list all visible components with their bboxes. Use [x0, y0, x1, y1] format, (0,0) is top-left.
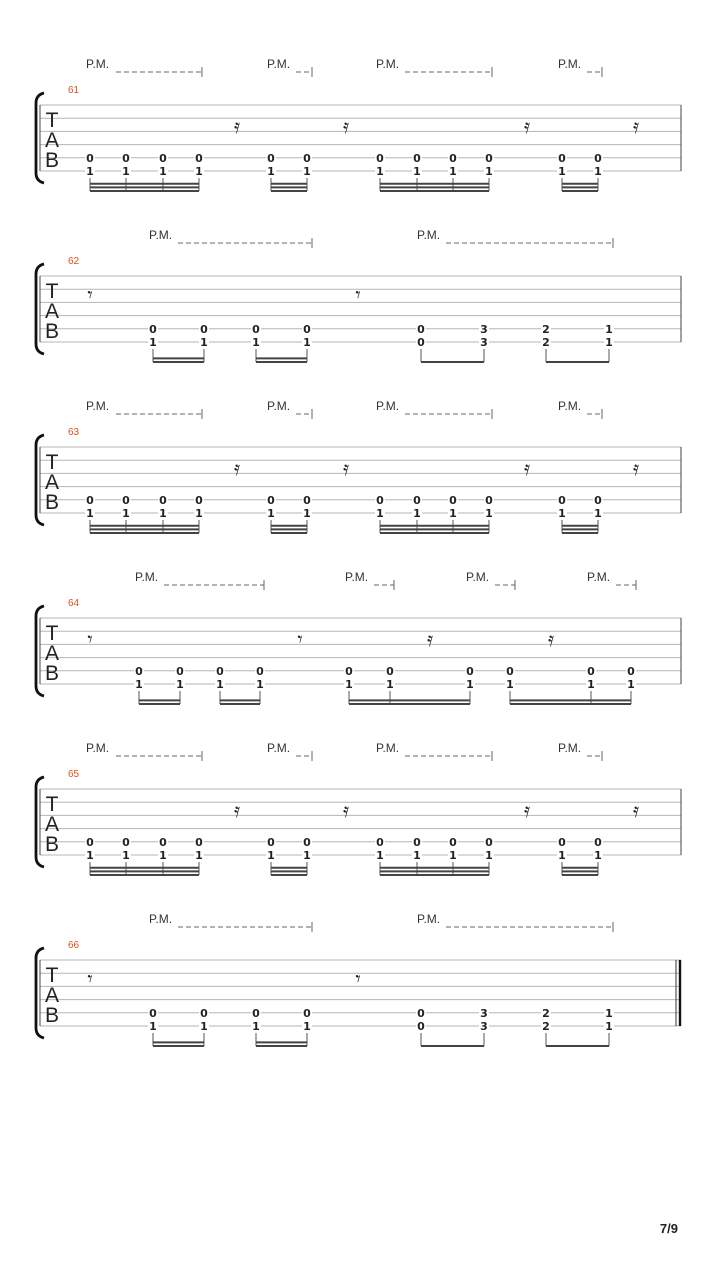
fret-number: 0 [303, 322, 311, 336]
fret-number: 1 [386, 678, 394, 691]
fret-number: 2 [542, 336, 550, 349]
sixteenth-rest: 𝄿 [426, 627, 434, 652]
tab-clef-letter: B [44, 320, 60, 343]
fret-number: 1 [303, 336, 311, 349]
tab-chord [148, 323, 158, 362]
fret-number: 0 [449, 151, 457, 165]
fret-number: 1 [267, 507, 275, 520]
tab-clef-letter: T [45, 451, 59, 474]
fret-number: 1 [86, 165, 94, 178]
tab-chord [266, 836, 276, 875]
fret-number: 1 [594, 165, 602, 178]
fret-number: 1 [605, 1020, 613, 1033]
fret-number: 0 [449, 835, 457, 849]
palm-mute-indication [376, 741, 492, 761]
palm-mute-label: P.M. [417, 228, 441, 242]
tab-system [36, 912, 681, 1046]
tab-clef-letter: T [45, 964, 59, 987]
tab-chord [385, 665, 395, 704]
palm-mute-indication [417, 228, 613, 248]
palm-mute-label: P.M. [267, 57, 291, 71]
bar-number: 64 [68, 598, 80, 609]
fret-number: 0 [195, 151, 203, 165]
palm-mute-indication [417, 912, 613, 932]
fret-number: 0 [449, 493, 457, 507]
palm-mute-label: P.M. [267, 741, 291, 755]
eighth-rest: 𝄾 [87, 966, 93, 991]
palm-mute-label: P.M. [558, 399, 582, 413]
eighth-rest: 𝄾 [87, 627, 93, 652]
fret-number: 1 [122, 507, 130, 520]
fret-number: 1 [485, 165, 493, 178]
tab-clef-letter: A [44, 984, 60, 1007]
bar-number: 66 [68, 940, 80, 951]
tab-chord [448, 152, 458, 191]
fret-number: 1 [376, 165, 384, 178]
fret-number: 1 [135, 678, 143, 691]
tab-chord [85, 836, 95, 875]
fret-number: 1 [267, 849, 275, 862]
eighth-rest: 𝄾 [355, 282, 361, 307]
eighth-rest: 𝄾 [297, 627, 303, 652]
fret-number: 1 [200, 1020, 208, 1033]
tab-chord [593, 494, 603, 533]
tab-clef-letter: T [45, 109, 59, 132]
palm-mute-indication [86, 741, 202, 761]
fret-number: 1 [413, 849, 421, 862]
tab-clef-letter: B [44, 491, 60, 514]
page-number: 7/9 [659, 1221, 678, 1236]
fret-number: 0 [216, 664, 224, 678]
tab-chord [375, 836, 385, 875]
palm-mute-label: P.M. [86, 741, 110, 755]
fret-number: 1 [594, 507, 602, 520]
fret-number: 2 [542, 322, 550, 336]
tab-chord [586, 665, 596, 704]
fret-number: 0 [594, 493, 602, 507]
tab-clef-letter: A [44, 813, 60, 836]
fret-number: 1 [303, 507, 311, 520]
tab-system [36, 570, 681, 704]
fret-number: 0 [149, 322, 157, 336]
tab-chord [593, 152, 603, 191]
tab-chord [251, 323, 261, 362]
tab-clef-letter: A [44, 471, 60, 494]
tab-system [36, 228, 681, 362]
fret-number: 0 [417, 1006, 425, 1020]
fret-number: 0 [485, 835, 493, 849]
tab-chord [194, 152, 204, 191]
fret-number: 0 [195, 835, 203, 849]
tab-chord [255, 665, 265, 704]
tab-chord [484, 152, 494, 191]
fret-number: 0 [86, 151, 94, 165]
tab-clef-letter: A [44, 642, 60, 665]
fret-number: 0 [303, 493, 311, 507]
sixteenth-rest: 𝄿 [523, 114, 531, 139]
fret-number: 1 [159, 849, 167, 862]
tab-chord [302, 152, 312, 191]
palm-mute-label: P.M. [376, 57, 400, 71]
sixteenth-rest: 𝄿 [342, 798, 350, 823]
sixteenth-rest: 𝄿 [632, 798, 640, 823]
fret-number: 1 [449, 165, 457, 178]
tab-clef-letter: T [45, 622, 59, 645]
tab-chord [604, 323, 614, 362]
fret-number: 2 [542, 1006, 550, 1020]
tab-chord [479, 323, 489, 362]
tab-chord [134, 665, 144, 704]
palm-mute-indication [267, 741, 312, 761]
fret-number: 0 [587, 664, 595, 678]
tab-clef-letter: A [44, 129, 60, 152]
fret-number: 1 [303, 849, 311, 862]
fret-number: 1 [216, 678, 224, 691]
fret-number: 0 [376, 151, 384, 165]
palm-mute-indication [466, 570, 515, 590]
fret-number: 1 [558, 165, 566, 178]
fret-number: 1 [149, 336, 157, 349]
sixteenth-rest: 𝄿 [547, 627, 555, 652]
fret-number: 0 [122, 151, 130, 165]
palm-mute-label: P.M. [86, 57, 110, 71]
fret-number: 0 [200, 1006, 208, 1020]
tab-chord [302, 836, 312, 875]
fret-number: 2 [542, 1020, 550, 1033]
sixteenth-rest: 𝄿 [233, 456, 241, 481]
fret-number: 1 [485, 849, 493, 862]
tab-chord [344, 665, 354, 704]
fret-number: 0 [303, 1006, 311, 1020]
fret-number: 0 [303, 151, 311, 165]
palm-mute-label: P.M. [345, 570, 369, 584]
fret-number: 3 [480, 322, 488, 336]
fret-number: 3 [480, 1020, 488, 1033]
tab-clef-letter: B [44, 833, 60, 856]
fret-number: 0 [417, 336, 425, 349]
palm-mute-label: P.M. [558, 741, 582, 755]
fret-number: 0 [413, 151, 421, 165]
tab-chord [194, 494, 204, 533]
fret-number: 0 [200, 322, 208, 336]
palm-mute-label: P.M. [558, 57, 582, 71]
tab-clef-letter: T [45, 280, 59, 303]
tab-system [36, 741, 681, 875]
tab-chord [416, 1007, 426, 1046]
fret-number: 1 [627, 678, 635, 691]
fret-number: 0 [466, 664, 474, 678]
fret-number: 0 [256, 664, 264, 678]
bar-number: 63 [68, 427, 80, 438]
palm-mute-label: P.M. [376, 399, 400, 413]
palm-mute-indication [558, 741, 602, 761]
tab-system [36, 399, 681, 533]
tab-chord [375, 152, 385, 191]
sixteenth-rest: 𝄿 [632, 114, 640, 139]
sixteenth-rest: 𝄿 [632, 456, 640, 481]
fret-number: 0 [252, 1006, 260, 1020]
palm-mute-indication [558, 399, 602, 419]
palm-mute-indication [135, 570, 264, 590]
fret-number: 0 [417, 322, 425, 336]
fret-number: 0 [267, 151, 275, 165]
tab-chord [412, 836, 422, 875]
fret-number: 0 [594, 151, 602, 165]
fret-number: 0 [122, 493, 130, 507]
fret-number: 1 [252, 336, 260, 349]
tab-chord [412, 494, 422, 533]
fret-number: 0 [413, 493, 421, 507]
fret-number: 0 [345, 664, 353, 678]
palm-mute-indication [86, 399, 202, 419]
fret-number: 3 [480, 336, 488, 349]
fret-number: 1 [605, 322, 613, 336]
tab-chord [121, 494, 131, 533]
tab-chord [121, 836, 131, 875]
tab-chord [158, 152, 168, 191]
fret-number: 1 [376, 849, 384, 862]
tab-chord [199, 323, 209, 362]
fret-number: 1 [303, 1020, 311, 1033]
tab-chord [541, 323, 551, 362]
fret-number: 0 [376, 835, 384, 849]
bar-number: 65 [68, 769, 80, 780]
fret-number: 0 [267, 835, 275, 849]
fret-number: 0 [122, 835, 130, 849]
tab-clef-letter: A [44, 300, 60, 323]
palm-mute-indication [345, 570, 394, 590]
fret-number: 0 [252, 322, 260, 336]
palm-mute-label: P.M. [267, 399, 291, 413]
fret-number: 0 [558, 493, 566, 507]
fret-number: 0 [506, 664, 514, 678]
palm-mute-indication [587, 570, 636, 590]
tab-chord [158, 494, 168, 533]
fret-number: 1 [176, 678, 184, 691]
fret-number: 0 [86, 493, 94, 507]
fret-number: 1 [413, 507, 421, 520]
palm-mute-indication [149, 912, 312, 932]
palm-mute-indication [376, 399, 492, 419]
fret-number: 1 [594, 849, 602, 862]
fret-number: 0 [159, 835, 167, 849]
fret-number: 1 [86, 507, 94, 520]
palm-mute-label: P.M. [466, 570, 490, 584]
fret-number: 1 [86, 849, 94, 862]
tab-chord [541, 1007, 551, 1046]
palm-mute-label: P.M. [376, 741, 400, 755]
tab-chord [448, 836, 458, 875]
fret-number: 0 [159, 493, 167, 507]
fret-number: 0 [413, 835, 421, 849]
tab-chord [557, 836, 567, 875]
tab-clef-letter: B [44, 149, 60, 172]
fret-number: 1 [149, 1020, 157, 1033]
tab-clef-letter: T [45, 793, 59, 816]
tab-chord [194, 836, 204, 875]
fret-number: 0 [195, 493, 203, 507]
tab-chord [148, 1007, 158, 1046]
fret-number: 1 [506, 678, 514, 691]
tab-chord [479, 1007, 489, 1046]
fret-number: 1 [256, 678, 264, 691]
palm-mute-indication [149, 228, 312, 248]
palm-mute-label: P.M. [417, 912, 441, 926]
fret-number: 0 [485, 493, 493, 507]
fret-number: 0 [86, 835, 94, 849]
tab-chord [158, 836, 168, 875]
tab-chord [215, 665, 225, 704]
fret-number: 0 [558, 151, 566, 165]
fret-number: 1 [200, 336, 208, 349]
fret-number: 0 [267, 493, 275, 507]
fret-number: 1 [159, 507, 167, 520]
tab-clef-letter: B [44, 1004, 60, 1027]
fret-number: 0 [376, 493, 384, 507]
tab-chord [302, 323, 312, 362]
fret-number: 0 [417, 1020, 425, 1033]
fret-number: 1 [195, 849, 203, 862]
fret-number: 0 [594, 835, 602, 849]
fret-number: 0 [303, 835, 311, 849]
tab-chord [557, 152, 567, 191]
fret-number: 1 [159, 165, 167, 178]
sixteenth-rest: 𝄿 [233, 114, 241, 139]
sixteenth-rest: 𝄿 [523, 798, 531, 823]
tab-chord [266, 494, 276, 533]
fret-number: 1 [485, 507, 493, 520]
palm-mute-label: P.M. [149, 912, 173, 926]
palm-mute-label: P.M. [135, 570, 159, 584]
fret-number: 1 [122, 849, 130, 862]
palm-mute-label: P.M. [587, 570, 611, 584]
palm-mute-label: P.M. [149, 228, 173, 242]
fret-number: 0 [176, 664, 184, 678]
tab-chord [302, 494, 312, 533]
palm-mute-indication [267, 57, 312, 77]
fret-number: 0 [149, 1006, 157, 1020]
palm-mute-label: P.M. [86, 399, 110, 413]
fret-number: 1 [267, 165, 275, 178]
fret-number: 1 [195, 507, 203, 520]
fret-number: 3 [480, 1006, 488, 1020]
tab-chord [85, 152, 95, 191]
fret-number: 1 [558, 849, 566, 862]
tab-clef-letter: B [44, 662, 60, 685]
fret-number: 1 [345, 678, 353, 691]
fret-number: 0 [386, 664, 394, 678]
tab-chord [448, 494, 458, 533]
fret-number: 0 [558, 835, 566, 849]
fret-number: 1 [466, 678, 474, 691]
tab-chord [484, 836, 494, 875]
tab-chord [302, 1007, 312, 1046]
fret-number: 1 [449, 507, 457, 520]
fret-number: 1 [413, 165, 421, 178]
fret-number: 1 [303, 165, 311, 178]
sixteenth-rest: 𝄿 [342, 114, 350, 139]
sixteenth-rest: 𝄿 [233, 798, 241, 823]
palm-mute-indication [376, 57, 492, 77]
eighth-rest: 𝄾 [87, 282, 93, 307]
tab-chord [412, 152, 422, 191]
fret-number: 0 [159, 151, 167, 165]
tab-chord [175, 665, 185, 704]
tab-chord [121, 152, 131, 191]
fret-number: 0 [627, 664, 635, 678]
fret-number: 0 [485, 151, 493, 165]
tab-chord [484, 494, 494, 533]
palm-mute-indication [267, 399, 312, 419]
bar-number: 62 [68, 256, 80, 267]
tab-chord [251, 1007, 261, 1046]
tab-system [36, 57, 681, 191]
fret-number: 1 [376, 507, 384, 520]
fret-number: 1 [122, 165, 130, 178]
tab-chord [85, 494, 95, 533]
eighth-rest: 𝄾 [355, 966, 361, 991]
tab-chord [557, 494, 567, 533]
sixteenth-rest: 𝄿 [342, 456, 350, 481]
tab-chord [375, 494, 385, 533]
bar-number: 61 [68, 85, 80, 96]
fret-number: 1 [587, 678, 595, 691]
fret-number: 1 [252, 1020, 260, 1033]
palm-mute-indication [558, 57, 602, 77]
palm-mute-indication [86, 57, 202, 77]
tab-chord [416, 323, 426, 362]
tab-chord [199, 1007, 209, 1046]
fret-number: 1 [605, 1006, 613, 1020]
fret-number: 1 [558, 507, 566, 520]
fret-number: 0 [135, 664, 143, 678]
tab-chord [593, 836, 603, 875]
tab-chord [604, 1007, 614, 1046]
fret-number: 1 [605, 336, 613, 349]
fret-number: 1 [195, 165, 203, 178]
sixteenth-rest: 𝄿 [523, 456, 531, 481]
tab-chord [266, 152, 276, 191]
tab-chord [505, 665, 515, 704]
tab-chord [626, 665, 636, 704]
tab-chord [465, 665, 475, 704]
fret-number: 1 [449, 849, 457, 862]
